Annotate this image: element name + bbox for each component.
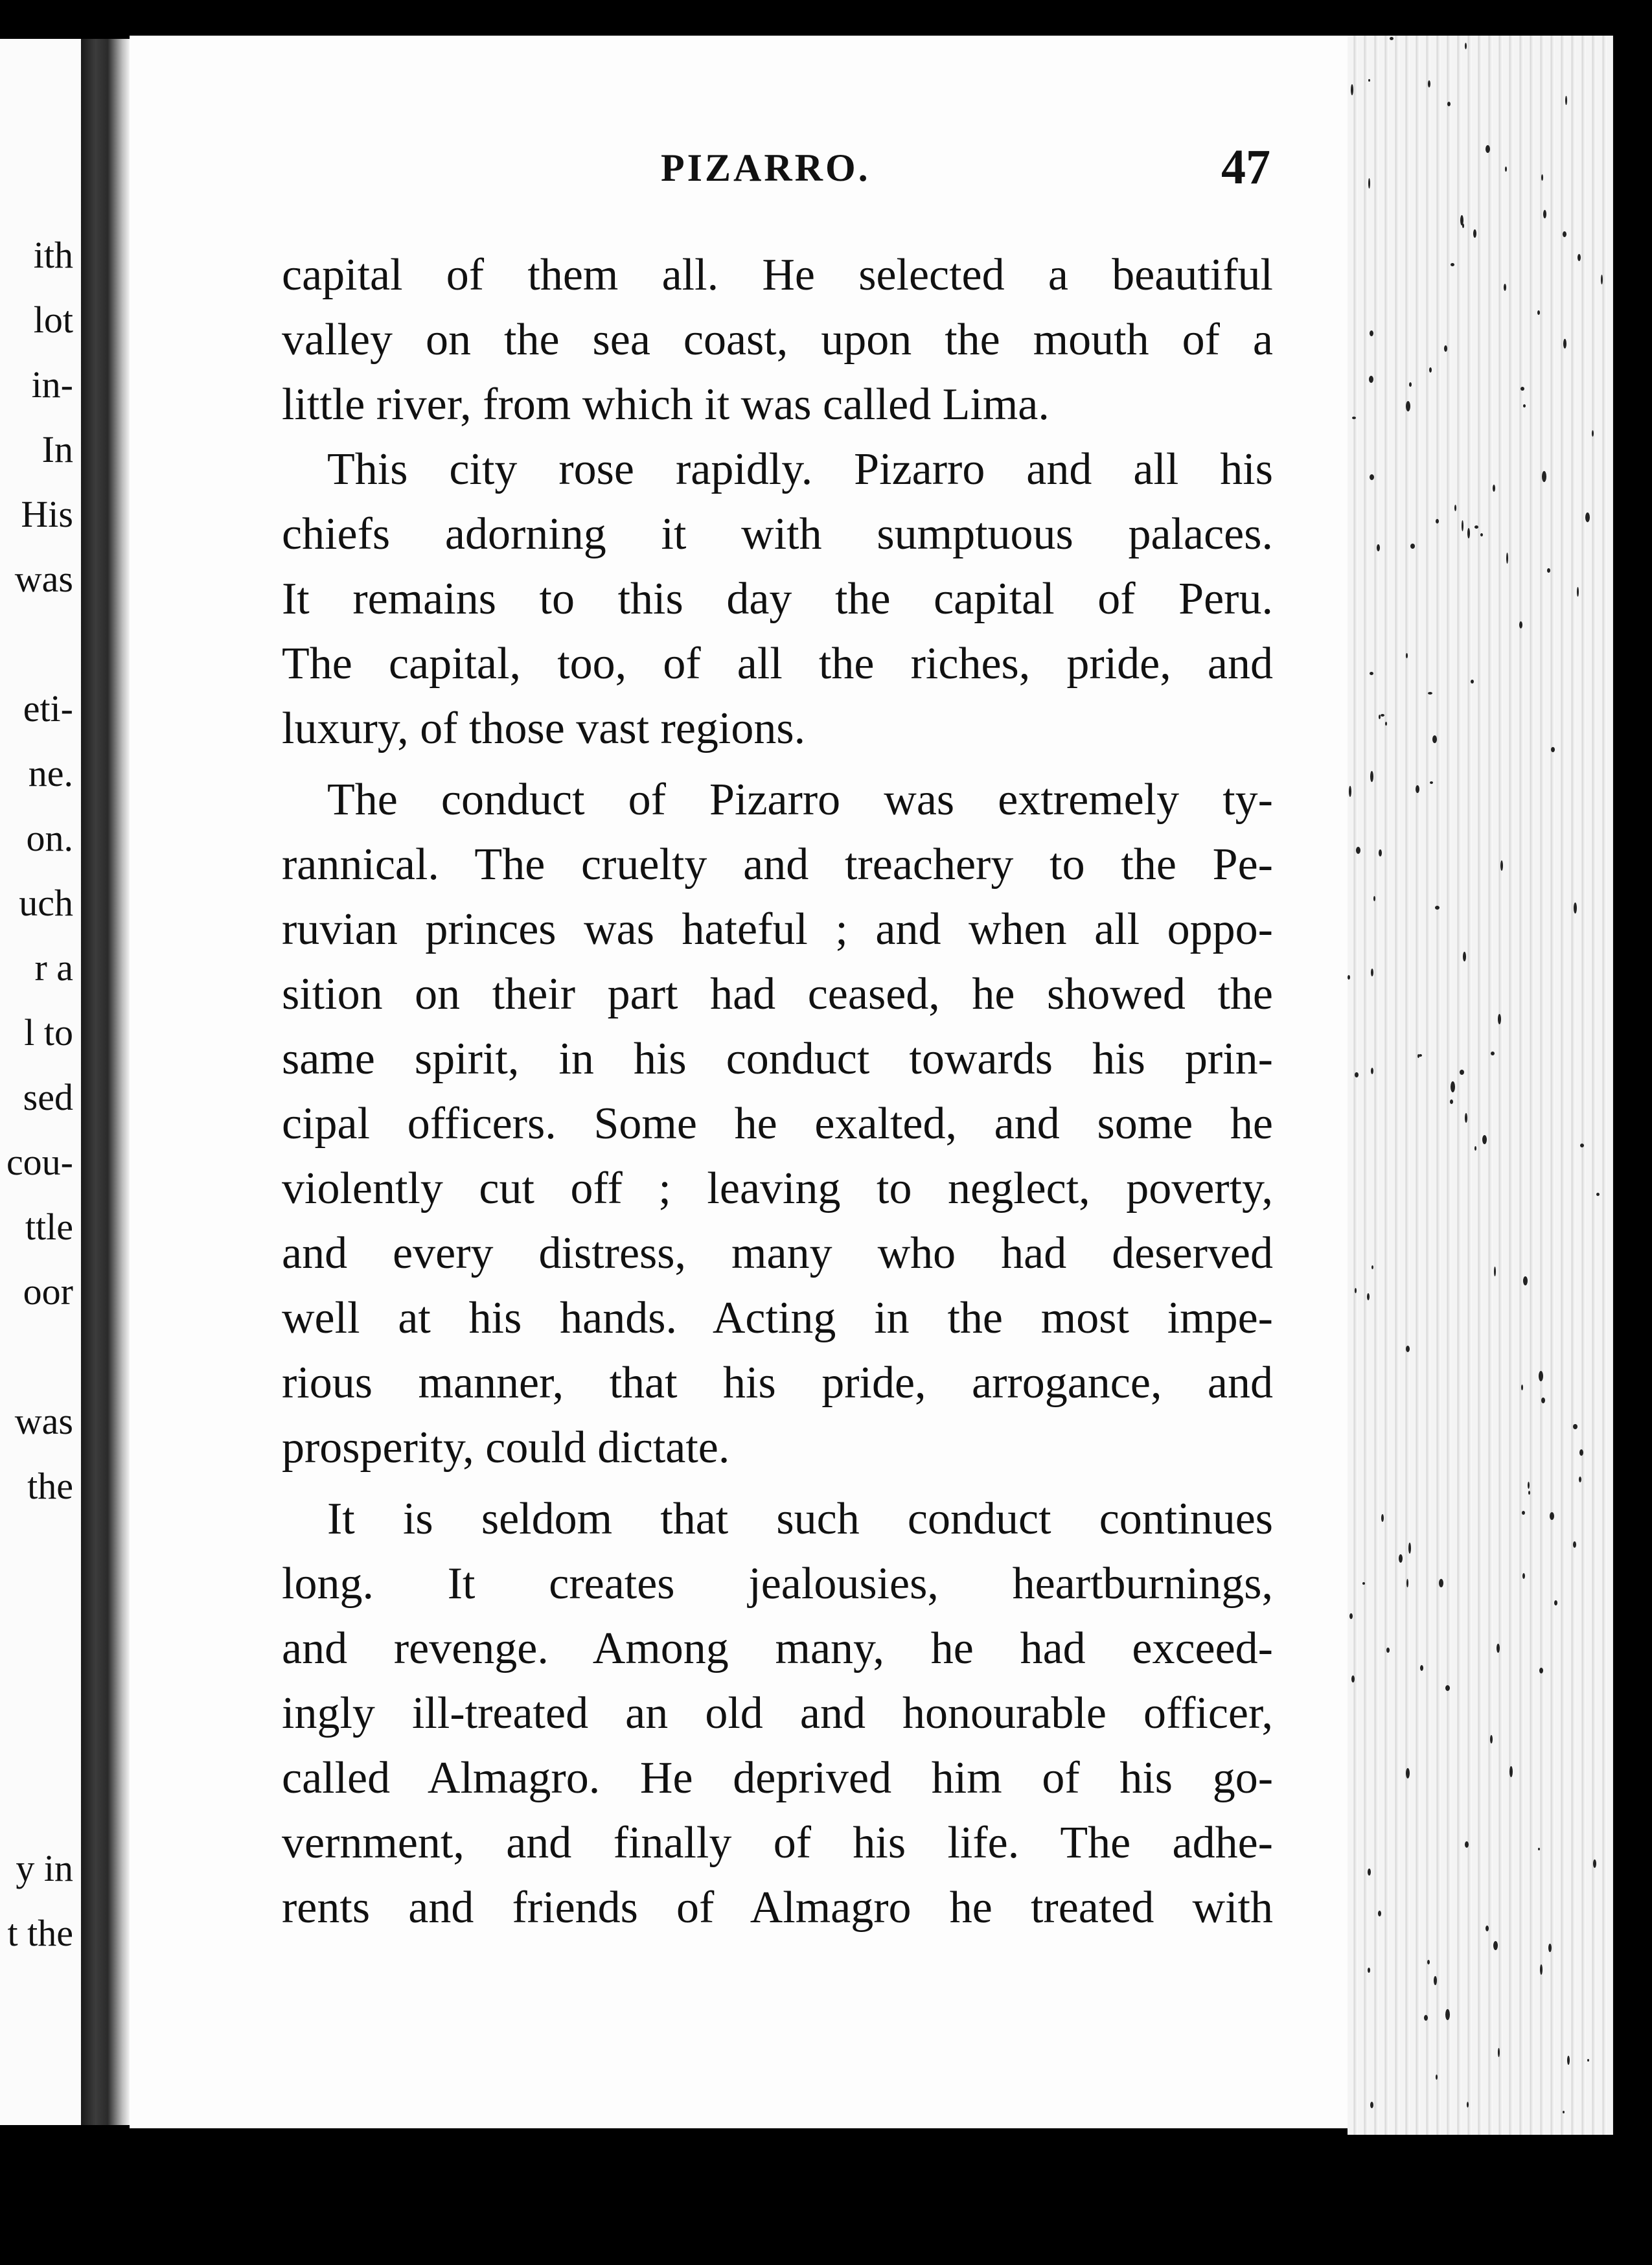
facing-page-line-fragment: l to xyxy=(24,1011,73,1053)
edge-speck xyxy=(1520,387,1524,391)
edge-speck xyxy=(1371,1068,1373,1074)
edge-speck xyxy=(1409,382,1412,387)
text-line: rious manner, that his pride, arrogance, and xyxy=(282,1358,1273,1408)
edge-speck xyxy=(1362,1582,1365,1585)
edge-speck xyxy=(1554,1600,1557,1605)
edge-speck xyxy=(1406,1768,1410,1778)
edge-speck xyxy=(1371,1265,1373,1269)
edge-speck xyxy=(1385,722,1387,726)
edge-speck xyxy=(1406,653,1408,658)
edge-speck xyxy=(1601,275,1603,284)
edge-speck xyxy=(1355,1072,1359,1077)
edge-speck xyxy=(1447,102,1451,106)
text-line: and revenge. Among many, he had exceed- xyxy=(282,1624,1273,1673)
edge-speck xyxy=(1523,404,1526,408)
edge-speck xyxy=(1480,533,1483,536)
edge-speck xyxy=(1430,781,1433,784)
edge-speck xyxy=(1460,215,1463,225)
book-page xyxy=(130,36,1360,2128)
facing-page-line-fragment: sed xyxy=(23,1076,73,1118)
edge-speck xyxy=(1528,1491,1530,1495)
text-line: sition on their part had ceased, he showed the xyxy=(282,969,1273,1019)
facing-page-line-fragment: ttle xyxy=(25,1206,73,1248)
edge-speck xyxy=(1406,1579,1408,1587)
edge-speck xyxy=(1349,1613,1353,1619)
edge-speck xyxy=(1373,896,1375,901)
edge-speck xyxy=(1436,519,1439,523)
edge-speck xyxy=(1416,785,1419,793)
text-line: little river, from which it was called Lima. xyxy=(282,380,1050,430)
running-head: PIZARRO. xyxy=(661,146,871,189)
edge-speck xyxy=(1522,1511,1525,1515)
facing-page-left xyxy=(0,39,81,2125)
facing-page-line-fragment: on. xyxy=(26,817,73,859)
edge-speck xyxy=(1509,1766,1513,1777)
edge-speck xyxy=(1539,1668,1543,1673)
facing-page-line-fragment: In xyxy=(41,428,73,470)
edge-speck xyxy=(1370,771,1373,782)
text-line: The capital, too, of all the riches, pride, and xyxy=(282,639,1273,689)
edge-speck xyxy=(1368,178,1370,189)
edge-speck xyxy=(1587,2059,1589,2062)
edge-speck xyxy=(1580,1144,1584,1147)
facing-page-line-fragment: His xyxy=(21,493,73,535)
edge-speck xyxy=(1506,553,1508,564)
edge-speck xyxy=(1474,1146,1476,1151)
edge-speck xyxy=(1436,2075,1438,2080)
edge-speck xyxy=(1460,1070,1464,1075)
text-line: rannical. The cruelty and treachery to the Pe- xyxy=(282,840,1273,890)
text-line: violently cut off ; leaving to neglect, poverty, xyxy=(282,1164,1273,1213)
text-line: ingly ill-treated an old and honourable officer, xyxy=(282,1688,1273,1738)
edge-speck xyxy=(1537,310,1540,315)
edge-speck xyxy=(1482,1135,1487,1144)
edge-speck xyxy=(1439,1579,1443,1587)
edge-speck xyxy=(1577,587,1579,597)
edge-speck xyxy=(1504,284,1506,291)
edge-speck xyxy=(1505,167,1507,172)
book-gutter xyxy=(81,39,130,2125)
facing-page-line-fragment: y in xyxy=(16,1847,73,1889)
edge-speck xyxy=(1563,231,1566,237)
edge-speck xyxy=(1596,1193,1600,1196)
edge-speck xyxy=(1368,1868,1371,1876)
edge-speck xyxy=(1377,544,1380,551)
edge-speck xyxy=(1451,1081,1455,1092)
text-line: rents and friends of Almagro he treated with xyxy=(282,1883,1273,1933)
edge-speck xyxy=(1450,1099,1453,1104)
facing-page-line-fragment: uch xyxy=(19,882,73,924)
edge-speck xyxy=(1381,1514,1384,1522)
edge-speck xyxy=(1410,544,1415,549)
edge-speck xyxy=(1593,1859,1596,1868)
edge-speck xyxy=(1551,747,1555,752)
edge-speck xyxy=(1420,1665,1423,1671)
edge-speck xyxy=(1547,568,1550,573)
edge-speck xyxy=(1550,1512,1554,1520)
edge-speck xyxy=(1494,1267,1496,1276)
edge-speck xyxy=(1563,2111,1565,2113)
edge-speck xyxy=(1369,376,1373,383)
edge-speck xyxy=(1370,474,1374,480)
edge-speck xyxy=(1355,1288,1357,1293)
facing-page-line-fragment: was xyxy=(14,558,73,600)
edge-speck xyxy=(1462,520,1463,531)
edge-speck xyxy=(1352,417,1356,419)
text-line: ruvian princes was hateful ; and when all oppo- xyxy=(282,904,1273,954)
edge-speck xyxy=(1370,2102,1373,2108)
edge-speck xyxy=(1427,1960,1430,1964)
edge-speck xyxy=(1349,786,1351,797)
edge-speck xyxy=(1541,1397,1545,1403)
edge-speck xyxy=(1579,1449,1583,1456)
edge-speck xyxy=(1522,1573,1525,1579)
edge-speck xyxy=(1539,1371,1543,1381)
edge-speck xyxy=(1451,263,1454,266)
edge-speck xyxy=(1498,2048,1500,2057)
text-line: It remains to this day the capital of Peru. xyxy=(282,574,1273,624)
edge-speck xyxy=(1406,401,1410,411)
text-line: chiefs adorning it with sumptuous palaces. xyxy=(282,509,1273,559)
edge-speck xyxy=(1367,1293,1370,1300)
edge-speck xyxy=(1543,210,1546,218)
edge-speck xyxy=(1378,1911,1381,1916)
facing-page-line-fragment: was xyxy=(14,1400,73,1442)
edge-speck xyxy=(1454,505,1456,511)
edge-speck xyxy=(1351,84,1353,95)
edge-speck xyxy=(1429,367,1432,373)
edge-speck xyxy=(1473,229,1476,238)
text-line: vernment, and finally of his life. The adhe- xyxy=(282,1818,1273,1868)
edge-speck xyxy=(1386,1648,1390,1653)
text-line: prosperity, could dictate. xyxy=(282,1423,730,1473)
edge-speck xyxy=(1542,471,1546,482)
edge-speck xyxy=(1577,254,1581,261)
facing-page-line-fragment: eti- xyxy=(23,687,73,730)
text-line: called Almagro. He deprived him of his go- xyxy=(282,1753,1273,1803)
edge-speck xyxy=(1500,860,1503,871)
edge-speck xyxy=(1432,735,1437,743)
edge-speck xyxy=(1538,1848,1540,1850)
facing-page-line-fragment: ith xyxy=(33,234,73,276)
text-line: It is seldom that such conduct continues xyxy=(327,1494,1273,1544)
edge-speck xyxy=(1565,96,1567,105)
edge-speck xyxy=(1467,528,1470,538)
edge-speck xyxy=(1465,1841,1469,1848)
edge-speck xyxy=(1573,1541,1576,1548)
edge-speck xyxy=(1540,1964,1543,1975)
edge-speck xyxy=(1541,174,1543,181)
edge-speck xyxy=(1497,1644,1500,1653)
edge-speck xyxy=(1474,525,1478,529)
edge-speck xyxy=(1523,1276,1528,1285)
edge-speck xyxy=(1573,1424,1577,1429)
text-line: capital of them all. He selected a beautiful xyxy=(282,250,1273,300)
edge-speck xyxy=(1424,2015,1428,2021)
edge-speck xyxy=(1356,847,1360,854)
facing-page-line-fragment: in- xyxy=(31,363,73,406)
edge-speck xyxy=(1444,345,1447,352)
page-number: 47 xyxy=(1221,140,1270,194)
text-line: This city rose rapidly. Pizarro and all his xyxy=(327,444,1273,494)
edge-speck xyxy=(1428,692,1432,695)
edge-speck xyxy=(1390,37,1394,40)
edge-speck xyxy=(1493,485,1495,492)
edge-speck xyxy=(1370,672,1373,675)
edge-speck xyxy=(1417,1054,1419,1058)
edge-speck xyxy=(1519,621,1522,628)
edge-speck xyxy=(1428,80,1430,87)
facing-page-line-fragment: the xyxy=(27,1465,73,1507)
edge-speck xyxy=(1435,906,1440,910)
edge-speck xyxy=(1574,903,1577,914)
edge-speck xyxy=(1528,1482,1530,1489)
edge-speck xyxy=(1445,2009,1450,2020)
edge-speck xyxy=(1445,1685,1450,1691)
text-line: cipal officers. Some he exalted, and some he xyxy=(282,1099,1273,1149)
text-line: well at his hands. Acting in the most impe- xyxy=(282,1293,1273,1343)
text-line: and every distress, many who had deserved xyxy=(282,1228,1273,1278)
edge-speck xyxy=(1490,1735,1493,1743)
text-line: long. It creates jealousies, heartburnings, xyxy=(282,1559,1273,1609)
edge-speck xyxy=(1370,330,1373,336)
facing-page-line-fragment: ne. xyxy=(28,752,73,794)
edge-speck xyxy=(1465,1113,1467,1123)
edge-speck xyxy=(1434,1976,1437,1985)
edge-speck xyxy=(1348,975,1350,980)
edge-speck xyxy=(1368,79,1370,82)
text-line: luxury, of those vast regions. xyxy=(282,704,806,753)
edge-speck xyxy=(1486,145,1490,153)
edge-speck xyxy=(1521,1385,1523,1390)
edge-speck xyxy=(1379,849,1382,857)
edge-speck xyxy=(1563,339,1566,349)
edge-speck xyxy=(1579,1477,1581,1482)
edge-speck xyxy=(1491,1052,1495,1055)
edge-speck xyxy=(1585,512,1590,522)
facing-page-line-fragment: lot xyxy=(33,299,73,341)
edge-speck xyxy=(1498,1014,1501,1024)
facing-page-line-fragment: cou- xyxy=(6,1141,73,1183)
edge-speck xyxy=(1471,680,1474,684)
edge-speck xyxy=(1465,43,1467,49)
edge-speck xyxy=(1371,969,1373,976)
edge-speck xyxy=(1592,430,1594,437)
edge-speck xyxy=(1368,1968,1370,1973)
edge-speck xyxy=(1548,1944,1552,1952)
edge-speck xyxy=(1381,714,1384,717)
text-line: The conduct of Pizarro was extremely ty- xyxy=(327,775,1273,825)
facing-page-line-fragment: t the xyxy=(7,1912,73,1954)
text-line: valley on the sea coast, upon the mouth of a xyxy=(282,315,1273,365)
facing-page-line-fragment: oor xyxy=(23,1270,73,1313)
edge-speck xyxy=(1463,952,1466,961)
edge-speck xyxy=(1399,1554,1403,1563)
edge-speck xyxy=(1351,1675,1355,1683)
edge-speck xyxy=(1493,1941,1498,1950)
facing-page-line-fragment: r a xyxy=(34,947,73,989)
edge-speck xyxy=(1467,2102,1469,2108)
edge-speck xyxy=(1486,1926,1489,1931)
edge-speck xyxy=(1408,1543,1411,1554)
edge-speck xyxy=(1406,1346,1410,1352)
text-line: same spirit, in his conduct towards his prin- xyxy=(282,1034,1273,1084)
edge-speck xyxy=(1567,2056,1570,2065)
page-edges-stack xyxy=(1348,36,1613,2135)
